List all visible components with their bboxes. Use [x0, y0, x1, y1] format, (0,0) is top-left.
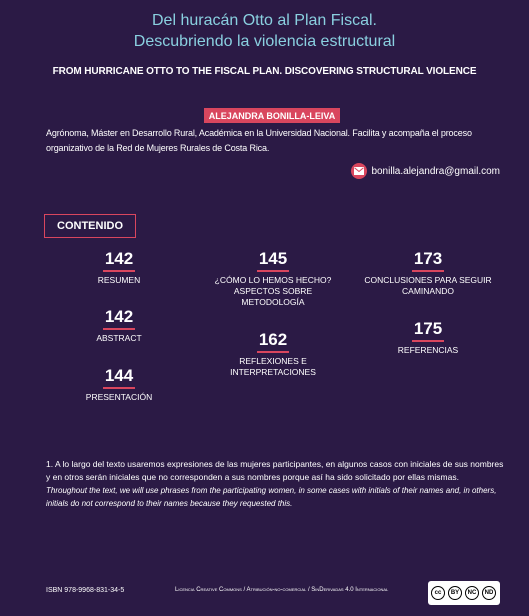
toc-label: ABSTRACT [96, 333, 142, 343]
contents-heading: CONTENIDO [44, 214, 136, 238]
title-english: FROM HURRICANE OTTO TO THE FISCAL PLAN. DISCOVERING STRUCTURAL VIOLENCE [52, 66, 477, 77]
toc-label: RESUMEN [97, 275, 141, 285]
title-spanish-line-2: Descubriendo la violencia estructural [133, 33, 396, 50]
license-text: Licencia Creative Commons / Atribución-no-comercial / SinDerivadas 4.0 Internacional [175, 587, 389, 593]
toc-label: PRESENTACIÓN [85, 392, 153, 402]
toc-label: REFLEXIONES E INTERPRETACIONES [230, 356, 316, 377]
footnote [46, 458, 506, 510]
footnote-spanish: 1. A lo largo del texto usaremos expresiones de las mujeres participantes, en algunos casos con iniciales de sus nombres y en otros serán iniciales que no corresponden a sus nombres porque así ha sido solicitado por ellas mismas. [46, 459, 504, 482]
toc-label: REFERENCIAS [397, 345, 459, 355]
creative-commons-badge[interactable] [428, 581, 500, 605]
toc-entry-referencias[interactable] [368, 319, 488, 356]
cc-icon: cc [431, 586, 445, 600]
title-spanish-line-1: Del huracán Otto al Plan Fiscal. [152, 12, 377, 29]
toc-entry-abstract[interactable] [59, 307, 179, 344]
nd-icon: ND [482, 586, 496, 600]
toc-entry-metodologia[interactable] [203, 249, 343, 308]
toc-label: CONCLUSIONES PARA SEGUIR CAMINANDO [364, 275, 492, 296]
toc-entry-conclusiones[interactable] [358, 249, 498, 297]
toc-page-number: 162 [257, 330, 289, 353]
toc-label: ¿CÓMO LO HEMOS HECHO? ASPECTOS SOBRE METODOLOGÍA [214, 275, 332, 307]
isbn: ISBN 978-9968-831-34-5 [46, 587, 125, 594]
toc-entry-presentacion[interactable] [59, 366, 179, 403]
toc-page-number: 144 [103, 366, 135, 389]
toc-page-number: 145 [257, 249, 289, 272]
email-row[interactable] [351, 163, 500, 179]
title-spanish [0, 10, 529, 52]
by-icon: BY [448, 586, 462, 600]
toc-page-number: 175 [412, 319, 444, 342]
envelope-icon [351, 163, 367, 179]
nc-icon: NC [465, 586, 479, 600]
toc-page-number: 142 [103, 249, 135, 272]
author-bio: Agrónoma, Máster en Desarrollo Rural, Académica en la Universidad Nacional. Facilita y acompaña el proceso organizativo de la Red de Mujeres Rurales de Costa Rica. [46, 128, 472, 153]
toc-entry-resumen[interactable] [59, 249, 179, 286]
toc-page-number: 142 [103, 307, 135, 330]
toc-entry-reflexiones[interactable] [213, 330, 333, 378]
author-badge: ALEJANDRA BONILLA-LEIVA [204, 108, 340, 123]
footnote-english: Throughout the text, we will use phrases from the participating women, in some cases with initials of their names and, in others, initials do not correspond to their names because they requested this. [46, 486, 497, 508]
toc-page-number: 173 [412, 249, 444, 272]
email-link[interactable]: bonilla.alejandra@gmail.com [371, 165, 500, 177]
